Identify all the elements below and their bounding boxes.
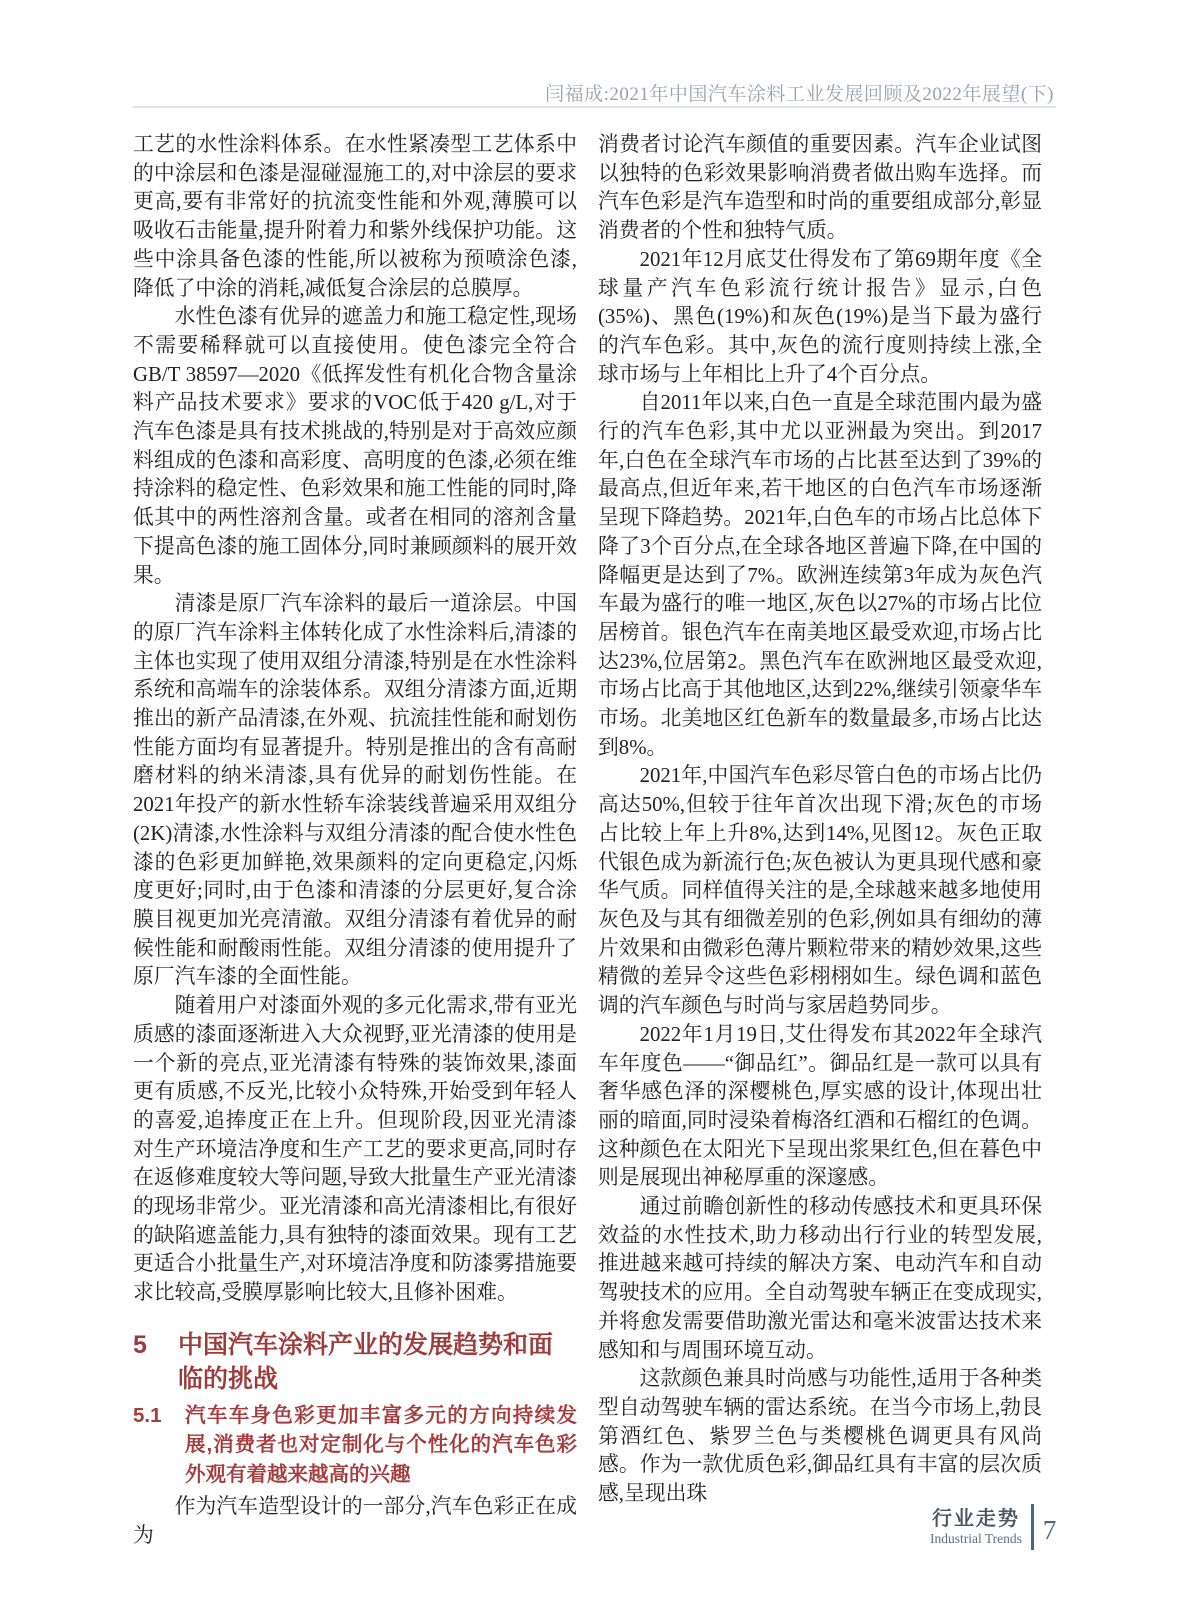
body-paragraph: 2021年,中国汽车色彩尽管白色的市场占比仍高达50%,但较于往年首次出现下滑;灰色的市场占比较上年上升8%,达到14%,见图12。灰色正取代银色成为新流行色;灰色被认为更具现代感和豪华气质。同样值得关注的是,全球越来越多地使用灰色及与其有细微差别的色彩,例如具有细幼的薄片效果和由微彩色薄片颗粒带来的精妙效果,这些精微的差异令这些色彩栩栩如生。绿色调和蓝色调的汽车颜色与时尚与家居趋势同步。 bbox=[598, 764, 1042, 1018]
subsection-heading bbox=[133, 1401, 577, 1490]
body-paragraph: 水性色漆有优异的遮盖力和施工稳定性,现场不需要稀释就可以直接使用。使色漆完全符合GB/T 38597—2020《低挥发性有机化合物含量涂料产品技术要求》要求的VOC低于420 g/L,对于汽车色漆是具有技术挑战的,特别是对于高效应颜料组成的色漆和高彩度、高明度的色漆,必须在维持涂料的稳定性、色彩效果和施工性能的同时,降低其中的两性溶剂含量。或者在相同的溶剂含量下提高色漆的施工固体分,同时兼顾颜料的展开效果。 bbox=[133, 305, 577, 587]
footer-section-labels bbox=[930, 1507, 1022, 1547]
body-paragraph: 自2011年以来,白色一直是全球范围内最为盛行的汽车色彩,其中尤以亚洲最为突出。到2017年,白色在全球汽车市场的占比甚至达到了39%的最高点,但近年来,若干地区的白色汽车市场逐渐呈现下降趋势。2021年,白色车的市场占比总体下降了3个百分点,在全球各地区普遍下降,在中国的降幅更是达到了7%。欧洲连续第3年成为灰色汽车最为盛行的唯一地区,灰色以27%的市场占比位居榜首。银色汽车在南美地区最受欢迎,市场占比达23%,位居第2。黑色汽车在欧洲地区最受欢迎,市场占比高于其他地区,达到22%,继续引领豪华车市场。北美地区红色新车的数量最多,市场占比达到8%。 bbox=[598, 391, 1042, 759]
left-column bbox=[133, 131, 577, 1551]
subsection-number: 5.1 bbox=[133, 1403, 162, 1427]
page-number: 7 bbox=[1042, 1514, 1057, 1545]
page-footer bbox=[930, 1504, 1056, 1550]
body-paragraph: 通过前瞻创新性的移动传感技术和更具环保效益的水性技术,助力移动出行行业的转型发展,推进越来越可持续的解决方案、电动汽车和自动驾驶技术的应用。全自动驾驶车辆正在变成现实,并将愈发需要借助激光雷达和毫米波雷达技术来感知和与周围环境互动。 bbox=[598, 1195, 1042, 1362]
section-heading bbox=[133, 1328, 577, 1396]
right-column bbox=[598, 131, 1042, 1509]
running-header: 闫福成:2021年中国汽车涂料工业发展回顾及2022年展望(下) bbox=[545, 84, 1054, 105]
subsection-title: 汽车车身色彩更加丰富多元的方向持续发展,消费者也对定制化与个性化的汽车色彩外观有着越来越高的兴趣 bbox=[185, 1403, 577, 1486]
body-paragraph: 这款颜色兼具时尚感与功能性,适用于各种类型自动驾驶车辆的雷达系统。在当今市场上,勃艮第酒红色、紫罗兰色与类樱桃色调更具有风尚感。作为一款优质色彩,御品红具有丰富的层次质感,呈现出珠 bbox=[598, 1367, 1042, 1506]
section-number: 5 bbox=[133, 1330, 147, 1359]
body-paragraph: 随着用户对漆面外观的多元化需求,带有亚光质感的漆面逐渐进入大众视野,亚光清漆的使用是一个新的亮点,亚光清漆有特殊的装饰效果,漆面更有质感,不反光,比较小众特殊,开始受到年轻人的喜爱,追捧度正在上升。但现阶段,因亚光清漆对生产环境洁净度和生产工艺的要求更高,同时存在返修难度较大等问题,导致大批量生产亚光清漆的现场非常少。亚光清漆和高光清漆相比,有很好的缺陷遮盖能力,具有独特的漆面效果。现有工艺更适合小批量生产,对环境洁净度和防漆雾措施要求比较高,受膜厚影响比较大,且修补困难。 bbox=[133, 994, 577, 1305]
body-paragraph: 消费者讨论汽车颜值的重要因素。汽车企业试图以独特的色彩效果影响消费者做出购车选择。而汽车色彩是汽车造型和时尚的重要组成部分,彰显消费者的个性和独特气质。 bbox=[598, 133, 1042, 243]
body-paragraph: 2021年12月底艾仕得发布了第69期年度《全球量产汽车色彩流行统计报告》显示,白色(35%)、黑色(19%)和灰色(19%)是当下最为盛行的汽车色彩。其中,灰色的流行度则持续上涨,全球市场与上年相比上升了4个百分点。 bbox=[598, 247, 1042, 386]
footer-section-title-en: Industrial Trends bbox=[930, 1531, 1022, 1546]
section-title: 中国汽车涂料产业的发展趋势和面临的挑战 bbox=[178, 1330, 554, 1393]
footer-divider bbox=[1031, 1504, 1034, 1550]
body-paragraph: 工艺的水性涂料体系。在水性紧凑型工艺体系中的中涂层和色漆是湿碰湿施工的,对中涂层的要求更高,要有非常好的抗流变性能和外观,薄膜可以吸收石击能量,提升附着力和紫外线保护功能。这些中涂具备色漆的性能,所以被称为预喷涂色漆,降低了中涂的消耗,减低复合涂层的总膜厚。 bbox=[133, 133, 577, 300]
footer-section-title-cn: 行业走势 bbox=[931, 1508, 1020, 1530]
body-paragraph: 清漆是原厂汽车涂料的最后一道涂层。中国的原厂汽车涂料主体转化成了水性涂料后,清漆的主体也实现了使用双组分清漆,特别是在水性涂料系统和高端车的涂装体系。双组分清漆方面,近期推出的新产品清漆,在外观、抗流挂性能和耐划伤性能方面均有显著提升。特别是推出的含有高耐磨材料的纳米清漆,具有优异的耐划伤性能。在2021年投产的新水性轿车涂装线普遍采用双组分(2K)清漆,水性涂料与双组分清漆的配合使水性色漆的色彩更加鲜艳,效果颜料的定向更稳定,闪烁度更好;同时,由于色漆和清漆的分层更好,复合涂膜目视更加光亮清澈。双组分清漆有着优异的耐候性能和耐酸雨性能。双组分清漆的使用提升了原厂汽车漆的全面性能。 bbox=[133, 592, 577, 989]
header-rule bbox=[133, 106, 1056, 108]
body-paragraph: 作为汽车造型设计的一部分,汽车色彩正在成为 bbox=[133, 1495, 577, 1548]
body-paragraph: 2022年1月19日,艾仕得发布其2022年全球汽车年度色——“御品红”。御品红是一款可以具有奢华感色泽的深樱桃色,厚实感的设计,体现出壮丽的暗面,同时浸染着梅洛红酒和石榴红的色调。这种颜色在太阳光下呈现出浆果红色,但在暮色中则是展现出神秘厚重的深邃感。 bbox=[598, 1022, 1042, 1190]
